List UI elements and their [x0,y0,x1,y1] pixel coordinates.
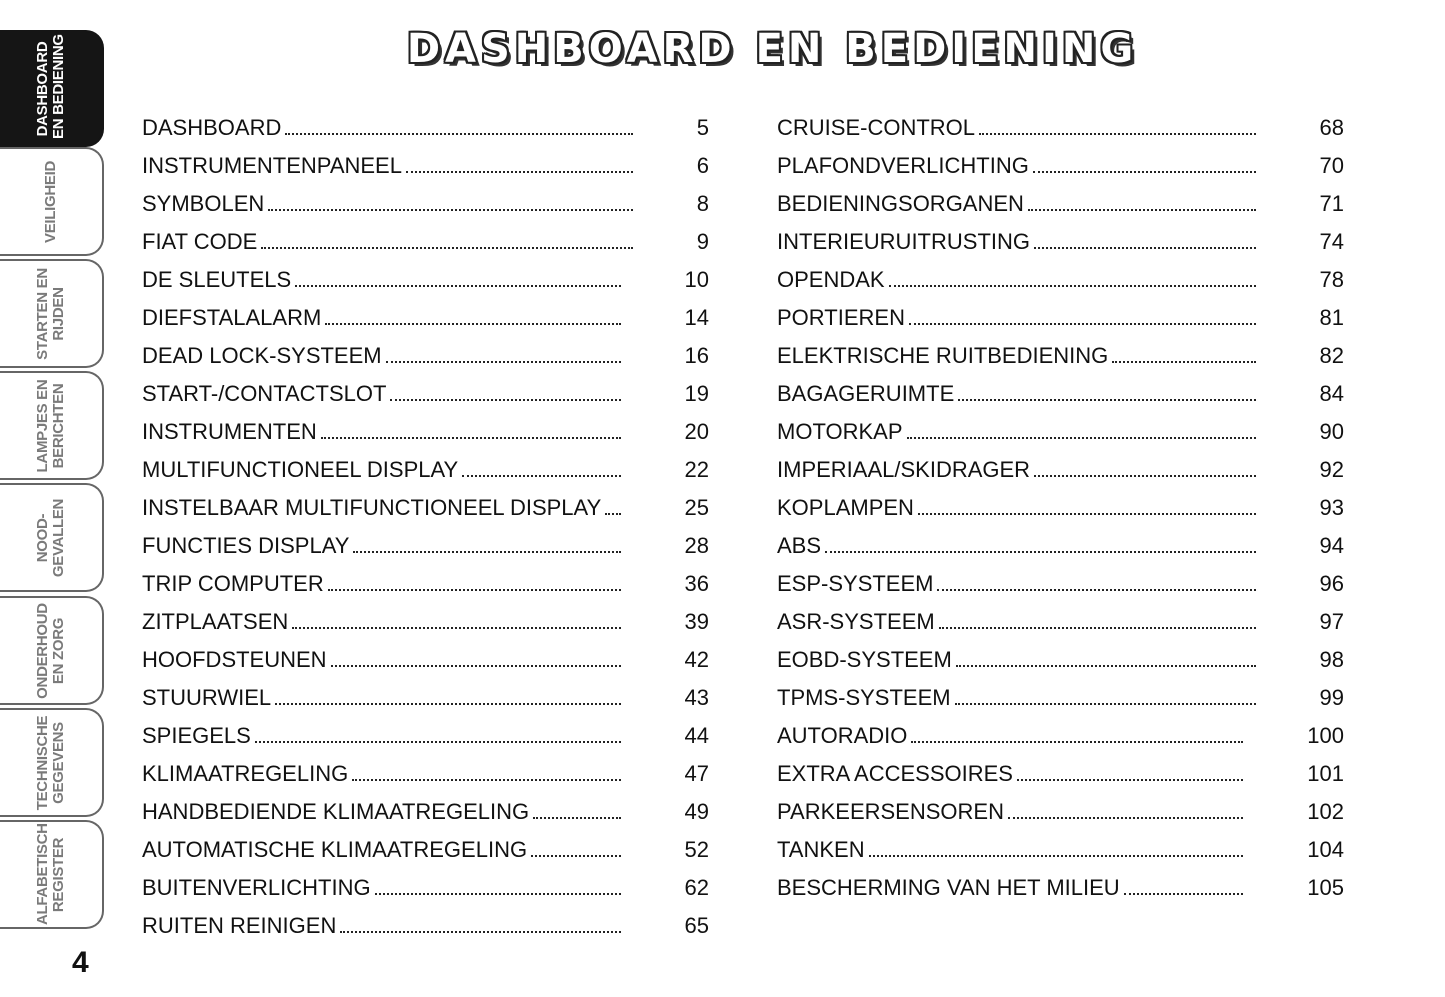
toc-entry-label: ZITPLAATSEN [142,609,289,634]
toc-entry-label: FIAT CODE [142,229,258,254]
side-tab-label-line: TECHNISCHE [34,715,51,810]
toc-entry-label: ELEKTRISCHE RUITBEDIENING [777,343,1109,368]
toc-entry-label: AUTOMATISCHE KLIMAATREGELING [142,837,528,862]
toc-entry-label: PLAFONDVERLICHTING [777,153,1029,178]
toc-entry-page: 44 [684,723,709,748]
toc-entry-page: 20 [684,419,709,444]
toc-entry[interactable] [142,445,709,483]
dot-leader [533,817,620,819]
dot-leader [353,551,620,553]
side-tab-label [34,822,67,925]
dot-leader [531,855,620,857]
dot-leader [1017,779,1243,781]
toc-entry-page: 8 [696,191,709,216]
toc-entry[interactable] [777,863,1344,901]
toc-entry-page: 82 [1319,343,1344,368]
side-tab-2[interactable] [0,259,104,368]
side-tab-label-line: STARTEN EN [34,267,51,360]
dot-leader [406,171,633,173]
toc-entry-page: 6 [696,153,709,178]
toc-entry[interactable] [777,179,1344,217]
toc-entry-page: 74 [1319,229,1344,254]
side-tab-label [43,152,59,252]
toc-entry-page: 10 [684,267,709,292]
toc-entry-page: 36 [684,571,709,596]
dot-leader [1008,817,1243,819]
toc-entry-page: 102 [1307,799,1344,824]
toc-entry[interactable] [142,407,709,445]
toc-entry[interactable] [142,369,709,407]
dot-leader [1034,247,1256,249]
toc-entry-label: TANKEN [777,837,865,862]
dot-leader [321,437,621,439]
toc-entry-page: 9 [696,229,709,254]
toc-entry-page: 93 [1319,495,1344,520]
toc-entry-label: SYMBOLEN [142,191,265,216]
side-tab-label [35,713,67,813]
dot-leader [1124,893,1244,895]
toc-entry[interactable] [142,255,709,293]
toc-entry-label: ASR-SYSTEEM [777,609,935,634]
toc-entry-label: INSTELBAAR MULTIFUNCTIONEEL DISPLAY [142,495,602,520]
toc-entry-label: OPENDAK [777,267,885,292]
dot-leader [462,475,620,477]
dot-leader [255,741,621,743]
toc-entry-page: 47 [684,761,709,786]
toc-entry-label: DASHBOARD [142,115,282,140]
toc-entry[interactable] [777,711,1344,749]
dot-leader [352,779,620,781]
toc-entry-label: ESP-SYSTEEM [777,571,934,596]
toc-entry-label: BESCHERMING VAN HET MILIEU [777,875,1120,900]
dot-leader [1112,361,1255,363]
dot-leader [907,437,1256,439]
dot-leader [375,893,621,895]
toc-entry-page: 94 [1319,533,1344,558]
toc-entry[interactable] [777,483,1344,521]
toc-entry[interactable] [142,521,709,559]
toc-entry-label: CRUISE-CONTROL [777,115,976,140]
dot-leader [911,741,1243,743]
dot-leader [825,551,1255,553]
toc-entry[interactable] [142,635,709,673]
toc-entry-label: PORTIEREN [777,305,905,330]
dot-leader [956,665,1256,667]
toc-entry[interactable] [142,331,709,369]
side-tab-label-line: RIJDEN [50,286,67,341]
dot-leader [955,703,1256,705]
side-tab-4[interactable] [0,483,104,592]
toc-entry-page: 99 [1319,685,1344,710]
side-tab-3[interactable] [0,371,104,480]
toc-entry-label: IMPERIAAL/SKIDRAGER [777,457,1031,482]
toc-entry[interactable] [142,559,709,597]
toc-entry[interactable] [777,673,1344,711]
dot-leader [958,399,1255,401]
toc-entry-page: 70 [1319,153,1344,178]
toc-entry-page: 104 [1307,837,1344,862]
toc-entry-page: 65 [684,913,709,938]
dot-leader [937,589,1255,591]
dot-leader [1028,209,1256,211]
side-tab-label-line: VEILIGHEID [42,160,59,243]
side-tab-label-line: REGISTER [50,837,67,912]
toc-entry-page: 68 [1319,115,1344,140]
dot-leader [979,133,1256,135]
toc-entry-page: 43 [684,685,709,710]
toc-entry-label: FUNCTIES DISPLAY [142,533,350,558]
toc-entry-page: 97 [1319,609,1344,634]
toc-entry-label: DIEFSTALALARM [142,305,322,330]
toc-entry[interactable] [142,711,709,749]
toc-entry-page: 25 [684,495,709,520]
toc-entry[interactable] [777,103,1344,141]
toc-entry-label: BEDIENINGSORGANEN [777,191,1024,216]
side-tab-label-line: GEVALLEN [50,498,67,577]
toc-entry[interactable] [777,635,1344,673]
side-tab-label [35,488,67,588]
toc-entry-label: INSTRUMENTENPANEEL [142,153,402,178]
toc-entry-label: HOOFDSTEUNEN [142,647,327,672]
toc-entry-page: 105 [1307,875,1344,900]
toc-entry[interactable] [777,445,1344,483]
toc-entry-page: 62 [684,875,709,900]
toc-entry-label: SPIEGELS [142,723,251,748]
side-tab-7[interactable] [0,820,104,929]
toc-entry[interactable] [777,141,1344,179]
toc-entry[interactable] [142,141,709,179]
toc-entry[interactable] [142,863,709,901]
toc-entry-page: 78 [1319,267,1344,292]
toc-entry-label: RUITEN REINIGEN [142,913,337,938]
toc-entry[interactable] [777,217,1344,255]
toc-entry[interactable] [142,597,709,635]
dot-leader [939,627,1256,629]
toc-entry[interactable] [777,521,1344,559]
side-tab-label-line: BERICHTEN [50,383,67,468]
toc-entry-page: 5 [696,115,709,140]
toc-entry-page: 90 [1319,419,1344,444]
toc-entry-page: 49 [684,799,709,824]
side-tab-label [35,264,67,364]
toc-entry-page: 92 [1319,457,1344,482]
toc-entry[interactable] [777,369,1344,407]
toc-entry-label: AUTORADIO [777,723,908,748]
toc-entry-label: KLIMAATREGELING [142,761,349,786]
toc-entry[interactable] [777,293,1344,331]
dot-leader [390,399,620,401]
toc-entry-page: 39 [684,609,709,634]
toc-entry-page: 71 [1319,191,1344,216]
dot-leader [918,513,1256,515]
toc-entry-label: EXTRA ACCESSOIRES [777,761,1013,786]
toc-entry-label: INSTRUMENTEN [142,419,317,444]
toc-entry-label: STUURWIEL [142,685,272,710]
dot-leader [261,247,632,249]
toc-entry-label: KOPLAMPEN [777,495,914,520]
toc-entry-page: 28 [684,533,709,558]
toc-entry[interactable] [777,787,1344,825]
toc-entry-label: TRIP COMPUTER [142,571,324,596]
toc-entry-label: EOBD-SYSTEEM [777,647,952,672]
toc-entry-page: 16 [684,343,709,368]
toc-entry[interactable] [777,825,1344,863]
toc-entry[interactable] [777,331,1344,369]
toc-entry-page: 98 [1319,647,1344,672]
dot-leader [275,703,620,705]
dot-leader [295,285,620,287]
side-tab-5[interactable] [0,596,104,705]
toc-entry-label: BAGAGERUIMTE [777,381,955,406]
side-tab-label-line: ONDERHOUD [34,602,51,699]
dot-leader [325,323,620,325]
dot-leader [268,209,632,211]
side-tab-label [35,601,67,701]
dot-leader [285,133,632,135]
toc-entry-label: MOTORKAP [777,419,903,444]
toc-entry-label: ABS [777,533,822,558]
dot-leader [869,855,1244,857]
toc-entry[interactable] [142,901,709,939]
toc-entry-page: 14 [684,305,709,330]
toc-entry[interactable] [142,825,709,863]
side-tab-label-line: EN ZORG [50,617,67,684]
toc-entry-label: INTERIEURUITRUSTING [777,229,1030,254]
page-number: 4 [72,946,89,979]
toc-left-column [142,103,709,939]
toc-entry[interactable] [142,179,709,217]
toc-entry-label: DE SLEUTELS [142,267,292,292]
dot-leader [1034,475,1255,477]
side-tab-label-line: LAMPJES EN [34,379,51,472]
page-title: DASHBOARD EN BEDIENING [406,26,1139,72]
toc-entry-label: DEAD LOCK-SYSTEEM [142,343,382,368]
toc-entry-page: 52 [684,837,709,862]
toc-entry-page: 84 [1319,381,1344,406]
toc-entry-page: 96 [1319,571,1344,596]
toc-entry[interactable] [777,559,1344,597]
toc-entry-page: 42 [684,647,709,672]
toc-entry-label: PARKEERSENSOREN [777,799,1004,824]
side-tab-6[interactable] [0,708,104,817]
toc-entry[interactable] [142,103,709,141]
dot-leader [331,665,621,667]
side-tab-label-line: ALFABETISCH [34,822,51,925]
toc-entry-label: MULTIFUNCTIONEEL DISPLAY [142,457,459,482]
side-tab-label-line: NOOD- [34,513,51,562]
toc-entry-page: 81 [1319,305,1344,330]
toc-entry[interactable] [142,787,709,825]
toc-right-column [777,103,1344,901]
side-tab-label [35,376,67,476]
side-tab-1[interactable] [0,147,104,256]
dot-leader [386,361,621,363]
toc-entry[interactable] [142,673,709,711]
dot-leader [1033,171,1256,173]
toc-entry-page: 100 [1307,723,1344,748]
toc-entry-label: START-/CONTACTSLOT [142,381,387,406]
side-tab-label-line: DASHBOARD [34,41,51,136]
dot-leader [605,513,620,515]
dot-leader [889,285,1256,287]
toc-entry-label: TPMS-SYSTEEM [777,685,951,710]
side-tab-label-line: GEGEVENS [50,721,67,804]
toc-entry-page: 19 [684,381,709,406]
side-tab-label-line: EN BEDIENING [50,33,67,139]
toc-entry-label: BUITENVERLICHTING [142,875,371,900]
toc-entry[interactable] [777,407,1344,445]
dot-leader [292,627,620,629]
toc-entry[interactable] [142,217,709,255]
toc-entry[interactable] [142,293,709,331]
dot-leader [909,323,1256,325]
dot-leader [328,589,621,591]
toc-entry[interactable] [777,749,1344,787]
dot-leader [340,931,620,933]
toc-entry-label: HANDBEDIENDE KLIMAATREGELING [142,799,530,824]
toc-entry-page: 101 [1307,761,1344,786]
toc-entry-page: 22 [684,457,709,482]
toc-entry[interactable] [777,255,1344,293]
toc-entry[interactable] [142,749,709,787]
toc-entry[interactable] [777,597,1344,635]
toc-entry[interactable] [142,483,709,521]
